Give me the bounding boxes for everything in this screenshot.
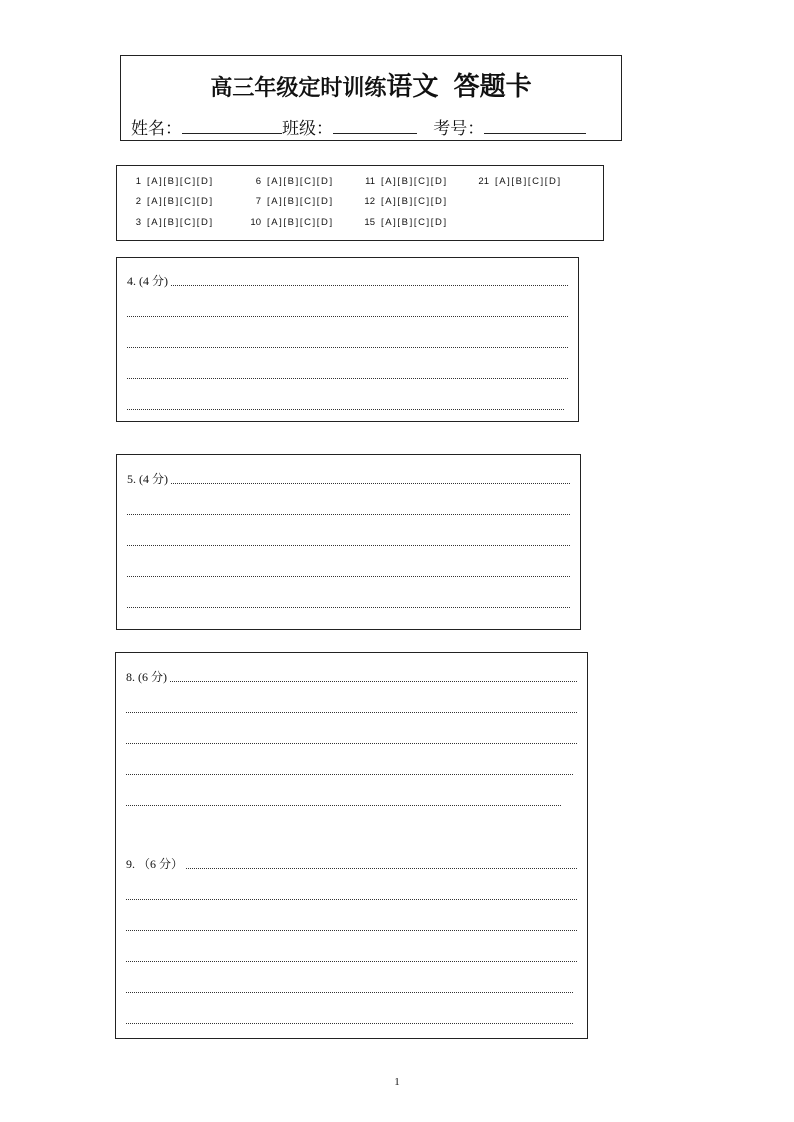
exam-no-label: 考号：	[433, 119, 485, 139]
mc-item[interactable]: 11 [A][B][C][D]	[365, 176, 448, 187]
answer-line[interactable]	[126, 805, 561, 806]
answer-line[interactable]	[127, 514, 570, 515]
card-title: 高三年级定时训练语文 答题卡	[210, 72, 532, 102]
question-label: 5. (4 分)	[127, 472, 168, 486]
mc-item[interactable]: 15 [A][B][C][D]	[364, 217, 448, 228]
class-field[interactable]	[333, 119, 417, 134]
answer-box-q8-q9	[115, 652, 588, 1039]
mc-row	[117, 176, 603, 190]
name-field[interactable]	[182, 119, 282, 134]
mc-item[interactable]: 1 [A][B][C][D]	[135, 176, 214, 187]
question-label: 9. （6 分）	[126, 857, 184, 871]
answer-line[interactable]	[126, 681, 577, 682]
answer-line[interactable]	[127, 347, 568, 348]
answer-line[interactable]	[126, 961, 577, 962]
answer-line[interactable]	[127, 576, 570, 577]
answer-line[interactable]	[127, 409, 564, 410]
mc-row	[117, 217, 603, 231]
answer-line[interactable]	[126, 743, 577, 744]
exam-no-field[interactable]	[484, 119, 586, 134]
mc-item[interactable]: 7 [A][B][C][D]	[255, 196, 334, 207]
answer-line[interactable]	[126, 992, 573, 993]
page-number: 1	[394, 1076, 400, 1088]
answer-line[interactable]	[127, 316, 568, 317]
answer-line[interactable]	[126, 712, 577, 713]
mc-item[interactable]: 10 [A][B][C][D]	[250, 217, 334, 228]
mc-item[interactable]: 21 [A][B][C][D]	[478, 176, 562, 187]
mc-item[interactable]: 3 [A][B][C][D]	[135, 217, 214, 228]
answer-line[interactable]	[126, 774, 573, 775]
answer-line[interactable]	[126, 1023, 573, 1024]
answer-line[interactable]	[126, 930, 577, 931]
multiple-choice-box	[116, 165, 604, 241]
answer-line[interactable]	[127, 378, 568, 379]
answer-line[interactable]	[127, 607, 570, 608]
answer-box-q4	[116, 257, 579, 422]
mc-item[interactable]: 2 [A][B][C][D]	[135, 196, 214, 207]
mc-item[interactable]: 12 [A][B][C][D]	[364, 196, 448, 207]
mc-item[interactable]: 6 [A][B][C][D]	[255, 176, 334, 187]
mc-row	[117, 196, 603, 210]
class-label: 班级：	[282, 119, 333, 139]
question-label: 8. (6 分)	[126, 670, 167, 684]
answer-line[interactable]	[127, 285, 568, 286]
question-label: 4. (4 分)	[127, 274, 168, 288]
student-info-row	[131, 114, 586, 139]
answer-line[interactable]	[126, 899, 577, 900]
answer-line[interactable]	[127, 545, 570, 546]
name-label: 姓名：	[131, 119, 182, 139]
header-box	[120, 55, 622, 141]
answer-box-q5	[116, 454, 581, 630]
answer-line[interactable]	[126, 868, 577, 869]
answer-line[interactable]	[127, 483, 570, 484]
